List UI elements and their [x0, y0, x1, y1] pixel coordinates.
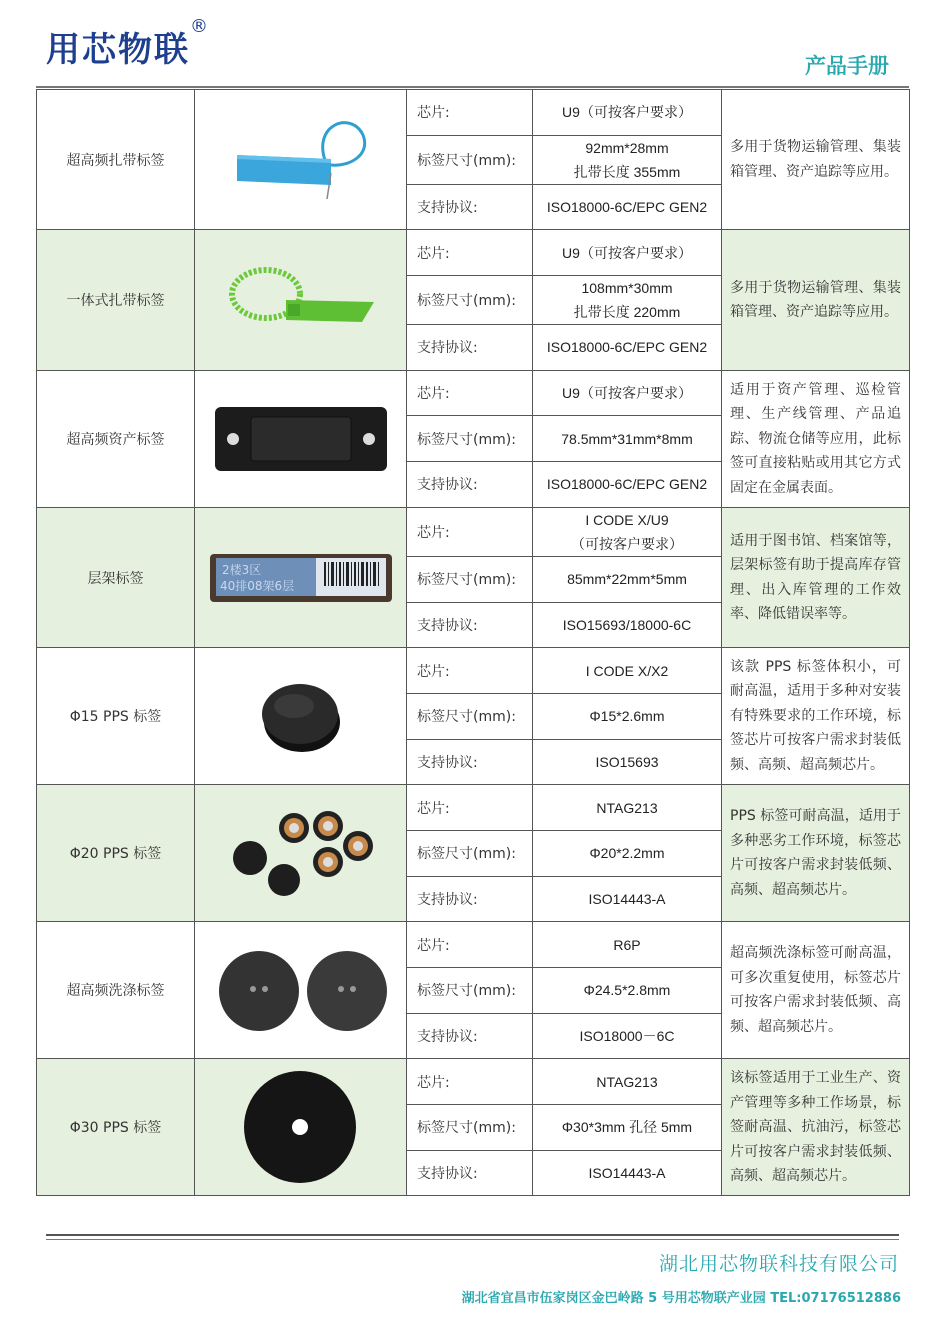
- product-name: 层架标签: [37, 507, 195, 647]
- size-line: 78.5mm*31mm*8mm: [561, 430, 693, 447]
- footer-address: 湖北省宜昌市伍家岗区金巴岭路 5 号用芯物联产业园 TEL:07176512886: [461, 1291, 901, 1306]
- protocol-label: 支持协议:: [407, 184, 533, 230]
- chip-value: [533, 230, 722, 276]
- chip-value: [533, 785, 722, 831]
- chip-line: I CODE X/U9: [585, 511, 669, 528]
- chip-line: I CODE X/X2: [585, 662, 669, 679]
- chip-label: 芯片:: [407, 90, 533, 136]
- chip-label: 芯片:: [407, 785, 533, 831]
- table-row: [37, 90, 910, 136]
- protocol-label: 支持协议:: [407, 462, 533, 508]
- chip-line: （可按客户要求）: [571, 535, 683, 552]
- size-value: [533, 276, 722, 325]
- product-spec-table: [36, 89, 910, 1196]
- size-value: [533, 135, 722, 184]
- product-description: 超高频洗涤标签可耐高温，可多次重复使用，标签芯片可按客户需求封装低频、高频、超高频芯片。: [722, 922, 910, 1059]
- protocol-value: ISO18000-6C/EPC GEN2: [533, 462, 722, 508]
- pps-15-disc-image: [195, 648, 407, 785]
- size-value: [533, 693, 722, 739]
- chip-label: 芯片:: [407, 230, 533, 276]
- chip-value: [533, 648, 722, 694]
- product-description: PPS 标签可耐高温，适用于多种恶劣工作环境，标签芯片可按客户需求封装低频、高频、超高频芯片。: [722, 785, 910, 922]
- size-line: 92mm*28mm: [585, 139, 669, 156]
- chip-line: R6P: [613, 936, 641, 953]
- chip-line: NTAG213: [596, 799, 658, 816]
- footer-divider: [46, 1234, 899, 1236]
- chip-value: [533, 922, 722, 968]
- protocol-label: 支持协议:: [407, 602, 533, 648]
- product-name: 超高频资产标签: [37, 370, 195, 507]
- green-cable-tie-tag-image: [195, 230, 407, 370]
- size-line: Φ24.5*2.8mm: [583, 982, 671, 999]
- product-name: Φ30 PPS 标签: [37, 1059, 195, 1196]
- svg-text:2楼3区: 2楼3区: [221, 562, 261, 577]
- laundry-button-tags-image: [195, 922, 407, 1059]
- product-description: 适用于图书馆、档案馆等，层架标签有助于提高库存管理、出入库管理的工作效率、降低错误率等。: [722, 507, 910, 647]
- chip-line: U9（可按客户要求）: [562, 104, 692, 121]
- product-name: Φ20 PPS 标签: [37, 785, 195, 922]
- black-asset-tag-image: [195, 370, 407, 507]
- table-row: [37, 230, 910, 276]
- header-divider: [36, 86, 909, 88]
- product-description: 适用于资产管理、巡检管理、生产线管理、产品追踪、物流仓储等应用，此标签可直接粘贴或用其它方式固定在金属表面。: [722, 370, 910, 507]
- size-label: 标签尺寸(mm):: [407, 830, 533, 876]
- size-label: 标签尺寸(mm):: [407, 416, 533, 462]
- table-row: [37, 1059, 910, 1105]
- protocol-value: ISO14443-A: [533, 1150, 722, 1196]
- pps-20-discs-image: [195, 785, 407, 922]
- size-line: 扎带长度 220mm: [573, 304, 681, 321]
- size-line: Φ15*2.6mm: [589, 708, 665, 725]
- size-value: [533, 1105, 722, 1151]
- protocol-value: ISO18000-6C/EPC GEN2: [533, 184, 722, 230]
- chip-line: NTAG213: [596, 1073, 658, 1090]
- protocol-label: 支持协议:: [407, 1013, 533, 1059]
- size-line: 108mm*30mm: [581, 280, 673, 297]
- size-label: 标签尺寸(mm):: [407, 968, 533, 1014]
- chip-label: 芯片:: [407, 922, 533, 968]
- size-label: 标签尺寸(mm):: [407, 693, 533, 739]
- product-description: 该标签适用于工业生产、资产管理等多种工作场景，标签耐高温、抗油污，标签芯片可按客户需求封装低频、高频、超高频芯片。: [722, 1059, 910, 1196]
- chip-label: 芯片:: [407, 370, 533, 416]
- chip-value: [533, 1059, 722, 1105]
- logo-text: 用芯物联: [46, 30, 190, 70]
- size-label: 标签尺寸(mm):: [407, 556, 533, 602]
- size-value: [533, 830, 722, 876]
- size-label: 标签尺寸(mm):: [407, 135, 533, 184]
- manual-title: 产品手册: [805, 54, 889, 78]
- product-name: 超高频扎带标签: [37, 90, 195, 230]
- table-row: [37, 922, 910, 968]
- product-description: 多用于货物运输管理、集装箱管理、资产追踪等应用。: [722, 230, 910, 370]
- product-name: Φ15 PPS 标签: [37, 648, 195, 785]
- protocol-label: 支持协议:: [407, 325, 533, 371]
- chip-value: [533, 370, 722, 416]
- chip-line: U9（可按客户要求）: [562, 244, 692, 261]
- size-line: 扎带长度 355mm: [573, 163, 681, 180]
- size-value: [533, 968, 722, 1014]
- chip-label: 芯片:: [407, 507, 533, 556]
- protocol-value: ISO14443-A: [533, 876, 722, 922]
- registered-mark: ®: [190, 16, 210, 37]
- table-row: [37, 648, 910, 694]
- size-label: 标签尺寸(mm):: [407, 1105, 533, 1151]
- chip-line: U9（可按客户要求）: [562, 385, 692, 402]
- protocol-value: ISO15693/18000-6C: [533, 602, 722, 648]
- product-name: 一体式扎带标签: [37, 230, 195, 370]
- size-line: 85mm*22mm*5mm: [567, 571, 687, 588]
- footer-company: 湖北用芯物联科技有限公司: [658, 1253, 899, 1275]
- table-row: [37, 785, 910, 831]
- protocol-value: ISO15693: [533, 739, 722, 785]
- protocol-label: 支持协议:: [407, 876, 533, 922]
- pps-30-disc-image: [195, 1059, 407, 1196]
- protocol-label: 支持协议:: [407, 1150, 533, 1196]
- size-value: [533, 416, 722, 462]
- chip-label: 芯片:: [407, 648, 533, 694]
- footer-divider-thin: [46, 1239, 899, 1240]
- size-line: Φ20*2.2mm: [589, 845, 665, 862]
- product-name: 超高频洗涤标签: [37, 922, 195, 1059]
- size-value: [533, 556, 722, 602]
- size-label: 标签尺寸(mm):: [407, 276, 533, 325]
- blue-cable-tie-tag-image: [195, 90, 407, 230]
- protocol-label: 支持协议:: [407, 739, 533, 785]
- shelf-label-image: [195, 507, 407, 647]
- table-row: [37, 507, 910, 556]
- chip-value: [533, 90, 722, 136]
- chip-value: [533, 507, 722, 556]
- size-line: Φ30*3mm 孔径 5mm: [561, 1119, 693, 1136]
- product-description: 多用于货物运输管理、集装箱管理、资产追踪等应用。: [722, 90, 910, 230]
- product-description: 该款 PPS 标签体积小，可耐高温，适用于多种对安装有特殊要求的工作环境，标签芯片可按客户需求封装低频、高频、超高频芯片。: [722, 648, 910, 785]
- svg-text:40排08架6层: 40排08架6层: [219, 578, 294, 593]
- company-logo: [46, 16, 210, 71]
- chip-label: 芯片:: [407, 1059, 533, 1105]
- protocol-value: ISO18000-6C/EPC GEN2: [533, 325, 722, 371]
- table-row: [37, 370, 910, 416]
- protocol-value: ISO18000－6C: [533, 1013, 722, 1059]
